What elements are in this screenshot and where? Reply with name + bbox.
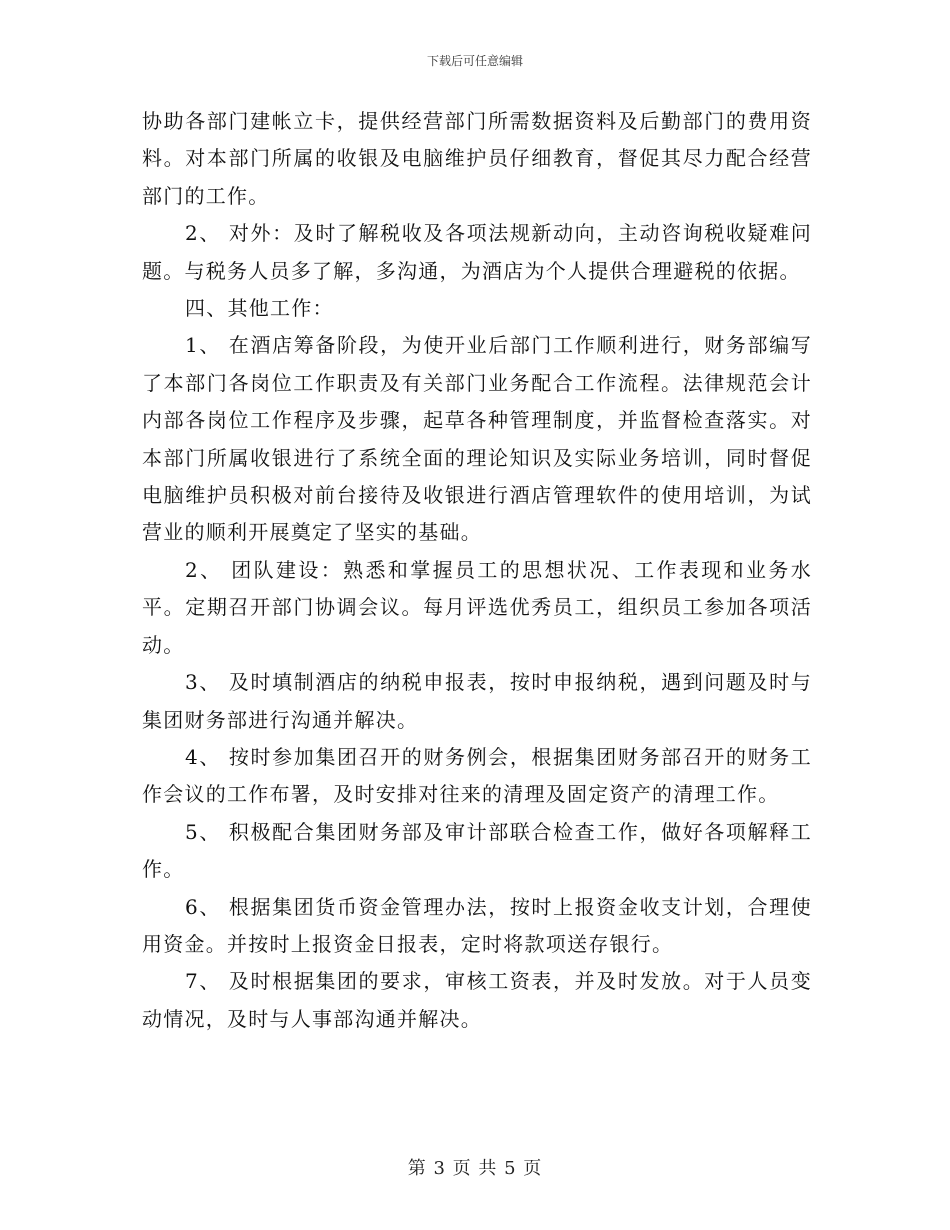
- paragraph-external: 2、 对外：及时了解税收及各项法规新动向，主动咨询税收疑难问题。与税务人员多了解，多沟通，为酒店为个人提供合理避税的依据。: [142, 221, 812, 283]
- paragraph-item-4: 4、 按时参加集团召开的财务例会，根据集团财务部召开的财务工作会议的工作布署，及时安排对往来的清理及固定资产的清理工作。: [142, 744, 812, 807]
- paragraph-item-2: 2、 团队建设：熟悉和掌握员工的思想状况、工作表现和业务水平。定期召开部门协调会议。每月评选优秀员工，组织员工参加各项活动。: [142, 557, 812, 657]
- page-number-footer: 第 3 页 共 5 页: [407, 1158, 543, 1179]
- paragraph-item-3: 3、 及时填制酒店的纳税申报表，按时申报纳税，遇到问题及时与集团财务部进行沟通并解决。: [142, 670, 812, 732]
- paragraph-item-5: 5、 积极配合集团财务部及审计部联合检查工作，做好各项解释工作。: [142, 819, 812, 882]
- paragraph-continuation: 协助各部门建帐立卡，提供经营部门所需数据资料及后勤部门的费用资料。对本部门所属的收银及电脑维护员仔细教育，督促其尽力配合经营部门的工作。: [142, 109, 812, 208]
- paragraph-item-7: 7、 及时根据集团的要求，审核工资表，并及时发放。对于人员变动情况，及时与人事部沟通并解决。: [142, 969, 812, 1031]
- section-heading-other-work: 四、其他工作：: [185, 296, 334, 321]
- document-body: [142, 103, 812, 1038]
- paragraph-item-1: 1、 在酒店筹备阶段，为使开业后部门工作顺利进行，财务部编写了本部门各岗位工作职责及有关部门业务配合工作流程。法律规范会计内部各岗位工作程序及步骤，起草各种管理制度，并监督检查落实。对本部门所属收银进行了系统全面的理论知识及实际业务培训，同时督促电脑维护员积极对前台接待及收银进行酒店管理软件的使用培训，为试营业的顺利开展奠定了坚实的基础。: [142, 333, 812, 545]
- page-header-note: 下载后可任意编辑: [426, 54, 523, 68]
- paragraph-item-6: 6、 根据集团货币资金管理办法，按时上报资金收支计划，合理使用资金。并按时上报资金日报表，定时将款项送存银行。: [142, 894, 812, 956]
